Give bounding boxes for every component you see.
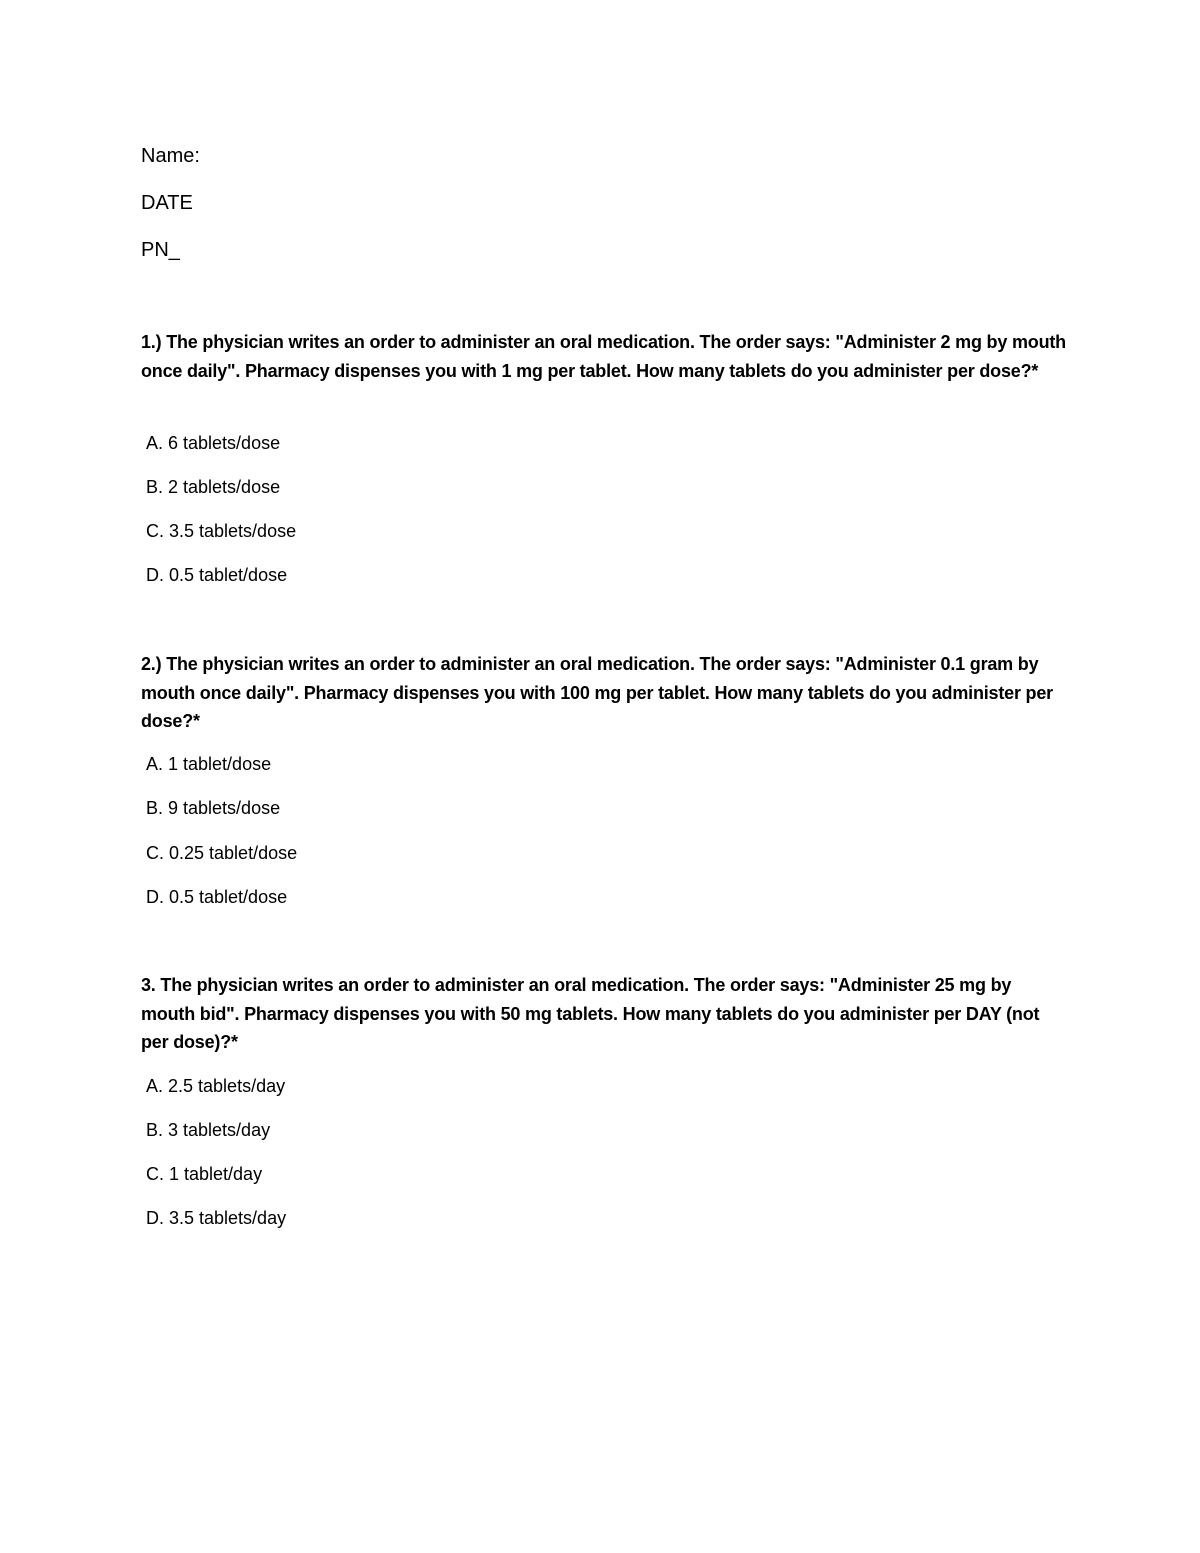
pn-label: PN_ (141, 239, 180, 261)
question-3-option-d: D. 3.5 tablets/day (146, 1208, 287, 1228)
name-label: Name: (141, 145, 200, 167)
question-3-option-b: B. 3 tablets/day (146, 1120, 271, 1140)
question-2-text: 2.) The physician writes an order to administer an oral medication. The order says: "Administer 0.1 gram by mouth once daily". Pharmacy dispenses you with 100 mg per tablet. How many tablets do you administer per dose?* (141, 654, 1053, 731)
question-2-option-a: A. 1 tablet/dose (146, 754, 272, 774)
question-2-option-d: D. 0.5 tablet/dose (146, 887, 288, 907)
question-1-text: 1.) The physician writes an order to administer an oral medication. The order says: "Administer 2 mg by mouth once daily". Pharmacy dispenses you with 1 mg per tablet. How many tablets do you administer per dose?* (141, 332, 1066, 381)
question-3-option-a: A. 2.5 tablets/day (146, 1076, 286, 1096)
question-1-option-c: C. 3.5 tablets/dose (146, 521, 297, 541)
question-3-text: 3. The physician writes an order to administer an oral medication. The order says: "Administer 25 mg by mouth bid". Pharmacy dispenses you with 50 mg tablets. How many tablets do you administer per DAY (not per dose)?* (141, 975, 1040, 1052)
question-2-option-c: C. 0.25 tablet/dose (146, 843, 298, 863)
date-label: DATE (141, 192, 193, 214)
question-2-option-b: B. 9 tablets/dose (146, 798, 281, 818)
question-1-option-d: D. 0.5 tablet/dose (146, 565, 288, 585)
question-1-option-b: B. 2 tablets/dose (146, 477, 281, 497)
question-3-option-c: C. 1 tablet/day (146, 1164, 263, 1184)
question-1-option-a: A. 6 tablets/dose (146, 433, 281, 453)
